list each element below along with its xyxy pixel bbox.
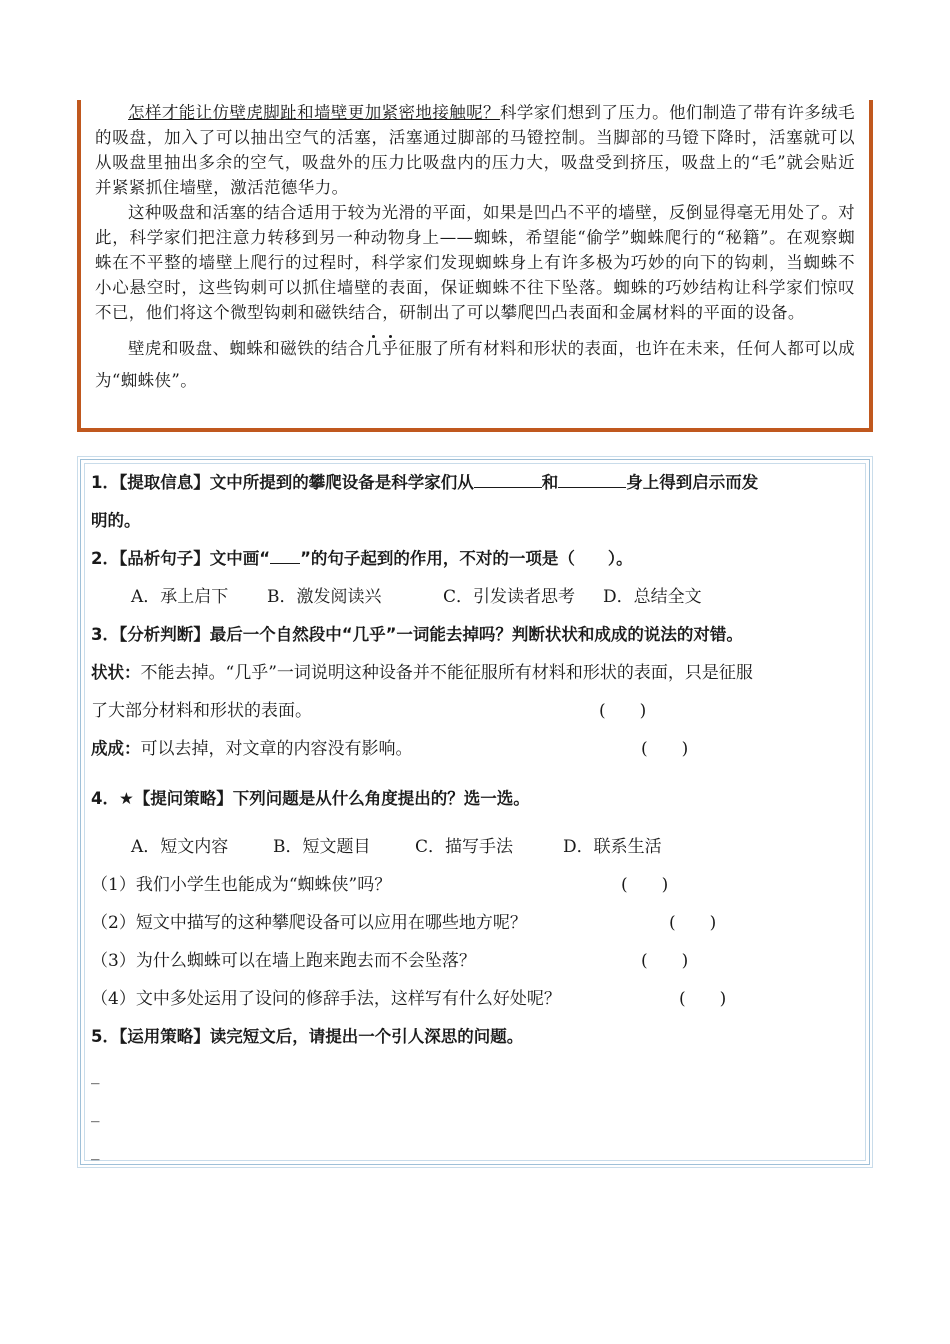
question-1-line-2: 明的。 [91,511,141,530]
passage-paragraph-3 [95,333,855,397]
passage-box [77,100,873,432]
judge-paren-a[interactable]: ( ) [599,701,647,721]
question-1-line-1 [91,464,859,502]
q4-option-a: A．短文内容 [131,837,229,857]
q4-item-4-text: （4）文中多处运用了设问的修辞手法，这样写有什么好处呢？ [91,989,561,1009]
question-1-tail: 身上得到启示而发 [626,473,759,492]
q2-option-d[interactable]: D．总结全文 [603,587,702,607]
question-3-statement-b [91,730,859,768]
question-4-options [91,828,859,866]
answer-line-1[interactable]: _ [91,1065,100,1085]
question-4-item-4 [91,980,859,1018]
speaker-zhuangzhuang: 状状： [91,663,141,682]
paragraph-3-end: 征服了所有材料和形状的表面，也许在未来，任何人都可以成为“蜘蛛侠”。 [95,339,856,390]
answer-line-3[interactable]: _ [91,1141,100,1161]
q4-item-1-paren[interactable]: ( ) [621,875,669,895]
question-4-item-3 [91,942,859,980]
question-5-title: 5．【运用策略】读完短文后，请提出一个引人深思的问题。 [91,1027,524,1046]
statement-b-text: 可以去掉，对文章的内容没有影响。 [140,739,413,759]
question-4-item-1 [91,866,859,904]
question-2-tail: ”的句子起到的作用，不对的一项是（ ）。 [300,549,633,568]
q2-option-c[interactable]: C．引发读者思考 [443,587,576,607]
paragraph-3-start: 壁虎和吸盘、蜘蛛和磁铁的结合 [128,339,365,358]
question-4-item-2 [91,904,859,942]
q4-item-3-paren[interactable]: ( ) [641,951,689,971]
q4-item-3-text: （3）为什么蜘蛛可以在墙上跑来跑去而不会坠落？ [91,951,476,971]
judge-paren-b[interactable]: ( ) [641,739,689,759]
question-2-lead: 2．【品析句子】文中画“ [91,549,271,568]
q4-item-2-paren[interactable]: ( ) [669,913,717,933]
q4-option-c: C．描写手法 [415,837,514,857]
question-3-statement-a-line-2 [91,692,859,730]
q2-option-a[interactable]: A．承上启下 [131,587,229,607]
questions-content [91,464,859,1170]
question-2 [91,540,859,578]
questions-box [80,459,870,1165]
speaker-chengcheng: 成成： [91,739,141,758]
q4-item-1-text: （1）我们小学生也能成为“蜘蛛侠”吗？ [91,875,392,895]
q4-item-4-paren[interactable]: ( ) [679,989,727,1009]
answer-line-2[interactable]: _ [91,1103,100,1123]
question-1-lead: 1．【提取信息】文中所提到的攀爬设备是科学家们从 [91,473,474,492]
question-2-options [91,578,859,616]
question-1-and: 和 [541,473,559,492]
answer-blank-1[interactable] [474,465,542,488]
q4-option-b: B．短文题目 [273,837,371,857]
question-3-statement-a-line-1 [91,654,859,692]
underline-mark [270,543,300,564]
q4-option-d: D．联系生活 [563,837,662,857]
passage-paragraph-2: 这种吸盘和活塞的结合适用于较为光滑的平面，如果是凹凸不平的墙壁，反倒显得毫无用处了。对此，科学家们把注意力转移到另一种动物身上——蜘蛛，希望能“偷学”蜘蛛爬行的“秘籍”。在观察蜘蛛在不平整的墙壁上爬行的过程时，科学家们发现蜘蛛身上有许多极为巧妙的向下的钩刺，当蜘蛛不小心悬空时，这些钩刺可以抓住墙壁的表面，保证蜘蛛不往下坠落。蜘蛛的巧妙结构让科学家们惊叹不已，他们将这个微型钩刺和磁铁结合，研制出了可以攀爬凹凸表面和金属材料的平面的设备。 [95,203,855,322]
q2-option-b[interactable]: B．激发阅读兴 [267,587,382,607]
emphasis-char-ji: 几 [364,339,382,358]
question-3-title: 3．【分析判断】最后一个自然段中“几乎”一词能去掉吗？判断状状和成成的说法的对错。 [91,625,743,644]
passage-paragraph-1 [95,100,855,200]
emphasis-char-hu: 乎 [381,339,399,358]
paragraph-1-text: 科学家们想到了压力。他们制造了带有许多绒毛的吸盘，加入了可以抽出空气的活塞，活塞通过脚部的马镫控制。当脚部的马镫下降时，活塞就可以从吸盘里抽出多余的空气，吸盘外的压力比吸盘内的压力大，吸盘受到挤压，吸盘上的“毛”就会贴近并紧紧抓住墙壁，激活范德华力。 [95,103,855,197]
underlined-sentence: 怎样才能让仿壁虎脚趾和墙壁更加紧密地接触呢？ [128,103,500,122]
question-4-title: 4．★【提问策略】下列问题是从什么角度提出的？选一选。 [91,789,530,808]
statement-a-text: 不能去掉。“几乎”一词说明这种设备并不能征服所有材料和形状的表面，只是征服 [140,663,753,683]
q4-item-2-text: （2）短文中描写的这种攀爬设备可以应用在哪些地方呢？ [91,913,527,933]
statement-a-text-cont: 了大部分材料和形状的表面。 [91,701,312,721]
answer-blank-2[interactable] [558,465,626,488]
